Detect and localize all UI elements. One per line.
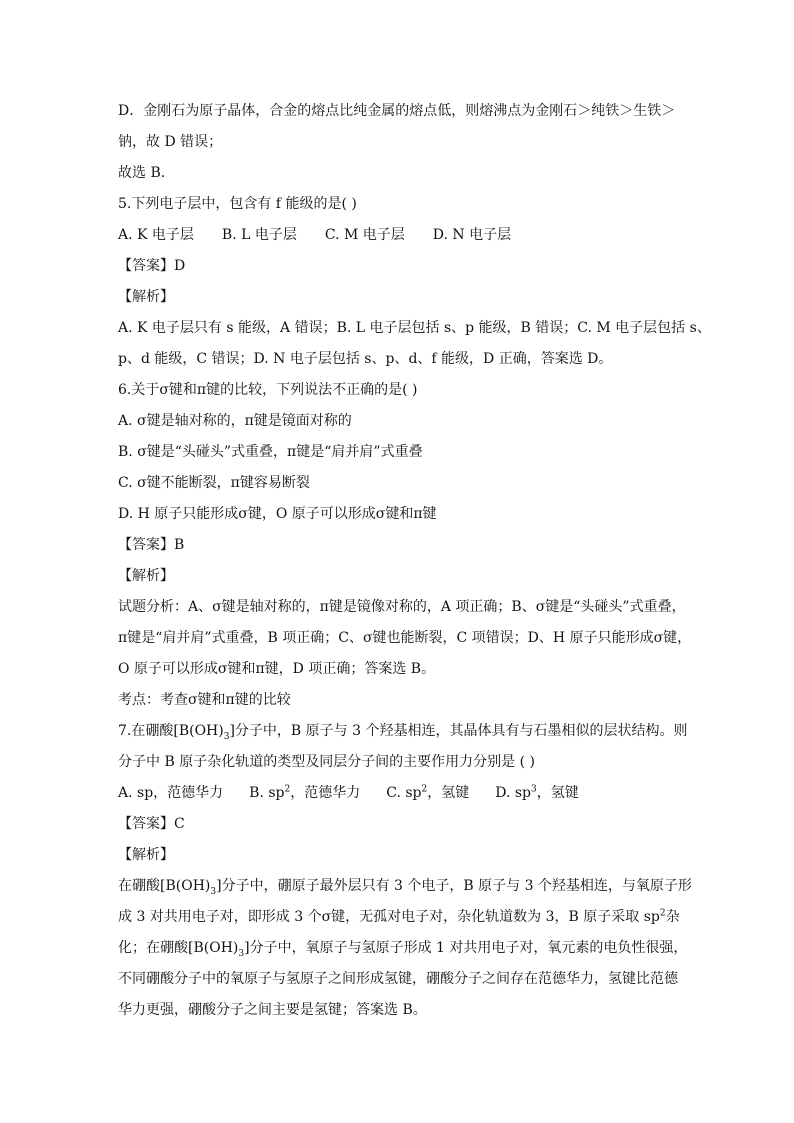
q4-conclusion: 故选 B． xyxy=(118,165,175,181)
q5-analysis-line-1: A. K 电子层只有 s 能级，A 错误；B. L 电子层包括 s、p 能级，B 错误；C. M 电子层包括 s、 xyxy=(118,320,711,336)
q5-stem: 5.下列电子层中，包含有 f 能级的是( ) xyxy=(118,196,357,212)
q7-stem-subscript: 3 xyxy=(223,731,230,742)
q7-stem-text: 7.在硼酸[B(OH) xyxy=(118,723,224,739)
q7-analysis-line-3 xyxy=(118,933,686,964)
q5-answer: 【答案】D xyxy=(118,258,186,274)
q7-analysis-2-text-cont: 杂 xyxy=(665,909,680,925)
q7-analysis-line-4: 不同硼酸分子中的氧原子与氢原子之间形成氢键，硼酸分子之间存在范德华力，氢键比范德 xyxy=(118,971,678,987)
q7-option-d-sup: 3 xyxy=(531,784,537,795)
q7-stem-line-1 xyxy=(118,716,686,747)
q6-option-a: A. σ键是轴对称的，π键是镜面对称的 xyxy=(118,413,352,429)
q6-answer: 【答案】B xyxy=(118,537,185,553)
q7-analysis-2-text: 成 3 对共用电子对，即形成 3 个σ键，无孤对电子对，杂化轨道数为 3，B 原子采取 sp xyxy=(118,909,660,925)
q5-analysis-line-2: p、d 能级，C 错误；D. N 电子层包括 s、p、d、f 能级，D 正确，答案选 D。 xyxy=(118,351,613,367)
q7-option-b-text: B. sp xyxy=(249,785,285,801)
q7-analysis-line-1 xyxy=(118,871,692,902)
q6-kaodian: 考点：考查σ键和π键的比较 xyxy=(118,692,291,708)
q7-option-d-text-cont: ，氢键 xyxy=(536,785,579,801)
q7-analysis-line-2 xyxy=(118,902,686,933)
q7-option-b-text-cont: ，范德华力 xyxy=(290,785,361,801)
q7-option-b xyxy=(249,778,360,809)
q7-stem-text-cont: ]分子中，B 原子与 3 个羟基相连，其晶体具有与石墨相似的层状结构。则 xyxy=(229,723,688,739)
q4-option-d-text-cont: 钠，故 D 错误； xyxy=(118,134,223,150)
q7-analysis-3-sub: 3 xyxy=(238,948,245,959)
q7-analysis-2-sup: 2 xyxy=(659,908,666,919)
q5-options xyxy=(118,220,686,251)
q7-analysis-3-text: 化；在硼酸[B(OH) xyxy=(118,940,239,956)
q7-option-c-text: C. sp xyxy=(386,785,422,801)
q7-option-a: A. sp，范德华力 xyxy=(118,785,224,801)
q5-analysis-label: 【解析】 xyxy=(118,289,174,305)
q7-answer: 【答案】C xyxy=(118,816,185,832)
q7-option-c-text-cont: ，氢键 xyxy=(427,785,470,801)
q6-analysis-line-1: 试题分析：A、σ键是轴对称的，π键是镜像对称的，A 项正确；B、σ键是“头碰头”式重叠， xyxy=(118,599,686,615)
q7-option-c-sup: 2 xyxy=(421,784,428,795)
q7-analysis-line-5: 华力更强，硼酸分子之间主要是氢键；答案选 B。 xyxy=(118,1002,427,1018)
document-page xyxy=(118,96,711,1026)
q7-options xyxy=(118,778,686,809)
q5-option-d: D. N 电子层 xyxy=(432,227,512,243)
q6-analysis-line-2: π键是“肩并肩”式重叠，B 项正确；C、σ键也能断裂，C 项错误；D、H 原子只能形成σ键， xyxy=(118,630,692,646)
q7-stem-line-2: 分子中 B 原子杂化轨道的类型及同层分子间的主要作用力分别是 ( ) xyxy=(118,754,536,770)
q7-analysis-1-text-cont: ]分子中，硼原子最外层只有 3 个电子，B 原子与 3 个羟基相连，与氧原子形 xyxy=(216,878,692,894)
q6-option-c: C. σ键不能断裂，π键容易断裂 xyxy=(118,475,310,491)
q7-option-b-sup: 2 xyxy=(284,784,291,795)
q7-analysis-3-text-cont: ]分子中，氧原子与氢原子形成 1 对共用电子对，氧元素的电负性很强， xyxy=(244,940,688,956)
q5-option-a: A. K 电子层 xyxy=(118,227,194,243)
q7-analysis-label: 【解析】 xyxy=(118,847,174,863)
q5-option-b: B. L 电子层 xyxy=(221,227,297,243)
q6-analysis-label: 【解析】 xyxy=(118,568,174,584)
q7-analysis-1-sub: 3 xyxy=(210,886,217,897)
q6-option-d: D. H 原子只能形成σ键，O 原子可以形成σ键和π键 xyxy=(118,506,437,522)
q7-option-c xyxy=(386,778,469,809)
q7-analysis-1-text: 在硼酸[B(OH) xyxy=(118,878,211,894)
q6-option-b: B. σ键是“头碰头”式重叠，π键是“肩并肩”式重叠 xyxy=(118,444,423,460)
q7-option-d-text: D. sp xyxy=(495,785,532,801)
q5-option-c: C. M 电子层 xyxy=(324,227,405,243)
q4-option-d-text: D．金刚石为原子晶体，合金的熔点比纯金属的熔点低，则熔沸点为金刚石＞纯铁＞生铁＞ xyxy=(118,103,676,119)
q6-stem: 6.关于σ键和π键的比较，下列说法不正确的是( ) xyxy=(118,382,418,398)
q7-option-d xyxy=(495,778,579,809)
q6-analysis-line-3: O 原子可以形成σ键和π键，D 项正确；答案选 B。 xyxy=(118,661,436,677)
